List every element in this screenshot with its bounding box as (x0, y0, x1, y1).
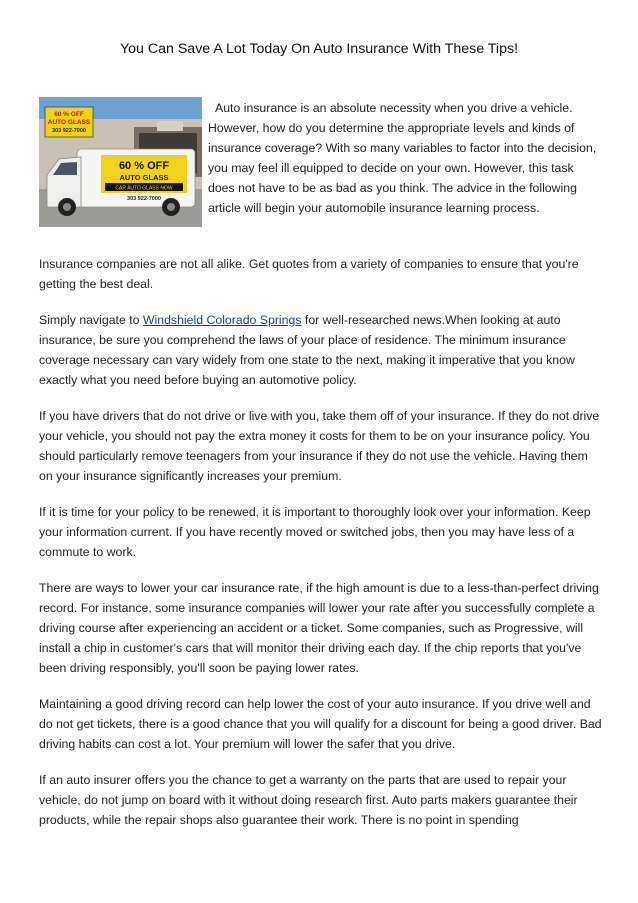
auto-glass-truck-image (39, 97, 202, 227)
paragraph-1: Insurance companies are not all alike. Get quotes from a variety of companies to ensure that you're getting the best deal. (39, 257, 579, 291)
paragraph-4: If it is time for your policy to be renewed, it is important to thoroughly look over your information. Keep your information current. If you have recently moved or switched jobs, then you may have less of a commute to work. (39, 505, 591, 559)
windshield-link[interactable]: Windshield Colorado Springs (142, 313, 302, 327)
paragraph-2-lead: Simply navigate to (39, 313, 143, 327)
paragraph-2-rest: for well-researched news.When looking at auto insurance, be sure you comprehend the laws of your place of residence. The minimum insurance coverage necessary can vary widely from one state to the next, making it imperative that you know exactly what you need before buying an automotive policy. (39, 313, 575, 387)
intro-paragraph: Auto insurance is an absolute necessity when you drive a vehicle. However, how do you determine the appropriate levels and kinds of insurance coverage? With so many variables to factor into the decision, you may feel ill equipped to decide on your own. However, this task does not have to be as bad as you think. The advice in the following article will begin your automobile insurance learning process. (208, 101, 597, 215)
svg-text:60 % OFF: 60 % OFF (54, 111, 84, 118)
svg-text:CAR AUTO GLASS NOW: CAR AUTO GLASS NOW (115, 185, 173, 192)
paragraph-6: Maintaining a good driving record can help lower the cost of your auto insurance. If you drive well and do not get tickets, there is a good chance that you will qualify for a discount for being a good driver. Bad driving habits can cost a lot. Your premium will lower the safer that you drive. (39, 697, 602, 751)
intro-paragraph-block (208, 98, 603, 218)
svg-text:60 % OFF: 60 % OFF (118, 160, 170, 172)
svg-text:AUTO GLASS: AUTO GLASS (119, 173, 169, 182)
paragraph-5: There are ways to lower your car insurance rate, if the high amount is due to a less-than-perfect driving record. For instance, some insurance companies will lower your rate after you successfully complete a driving course after experiencing an accident or a ticket. Some companies, such as Progressive, will install a chip in customer's cars that will monitor their driving each day. If the chip reports that you've been driving responsibly, you'll soon be paying lower rates. (39, 581, 599, 675)
document-title: You Can Save A Lot Today On Auto Insurance With These Tips! (119, 41, 519, 57)
paragraph-3: If you have drivers that do not drive or live with you, take them off of your insurance. If they do not drive your vehicle, you should not pay the extra money it costs for them to be on your insurance policy. You should particularly remove teenagers from your insurance if they do not use the vehicle. Having them on your insurance significantly increases your premium. (39, 409, 600, 483)
svg-text:AUTO GLASS: AUTO GLASS (47, 119, 91, 126)
svg-text:303 922-7000: 303 922-7000 (52, 128, 86, 134)
paragraph-2 (39, 310, 604, 390)
paragraph-7: If an auto insurer offers you the chance to get a warranty on the parts that are used to repair your vehicle, do not jump on board with it without doing research first. Auto parts makers guarantee their products, while the repair shops also guarantee their work. There is no point in spending (39, 773, 578, 827)
article-body (39, 254, 604, 846)
svg-text:303 922-7000: 303 922-7000 (127, 196, 161, 202)
auto-glass-photo (39, 97, 202, 227)
